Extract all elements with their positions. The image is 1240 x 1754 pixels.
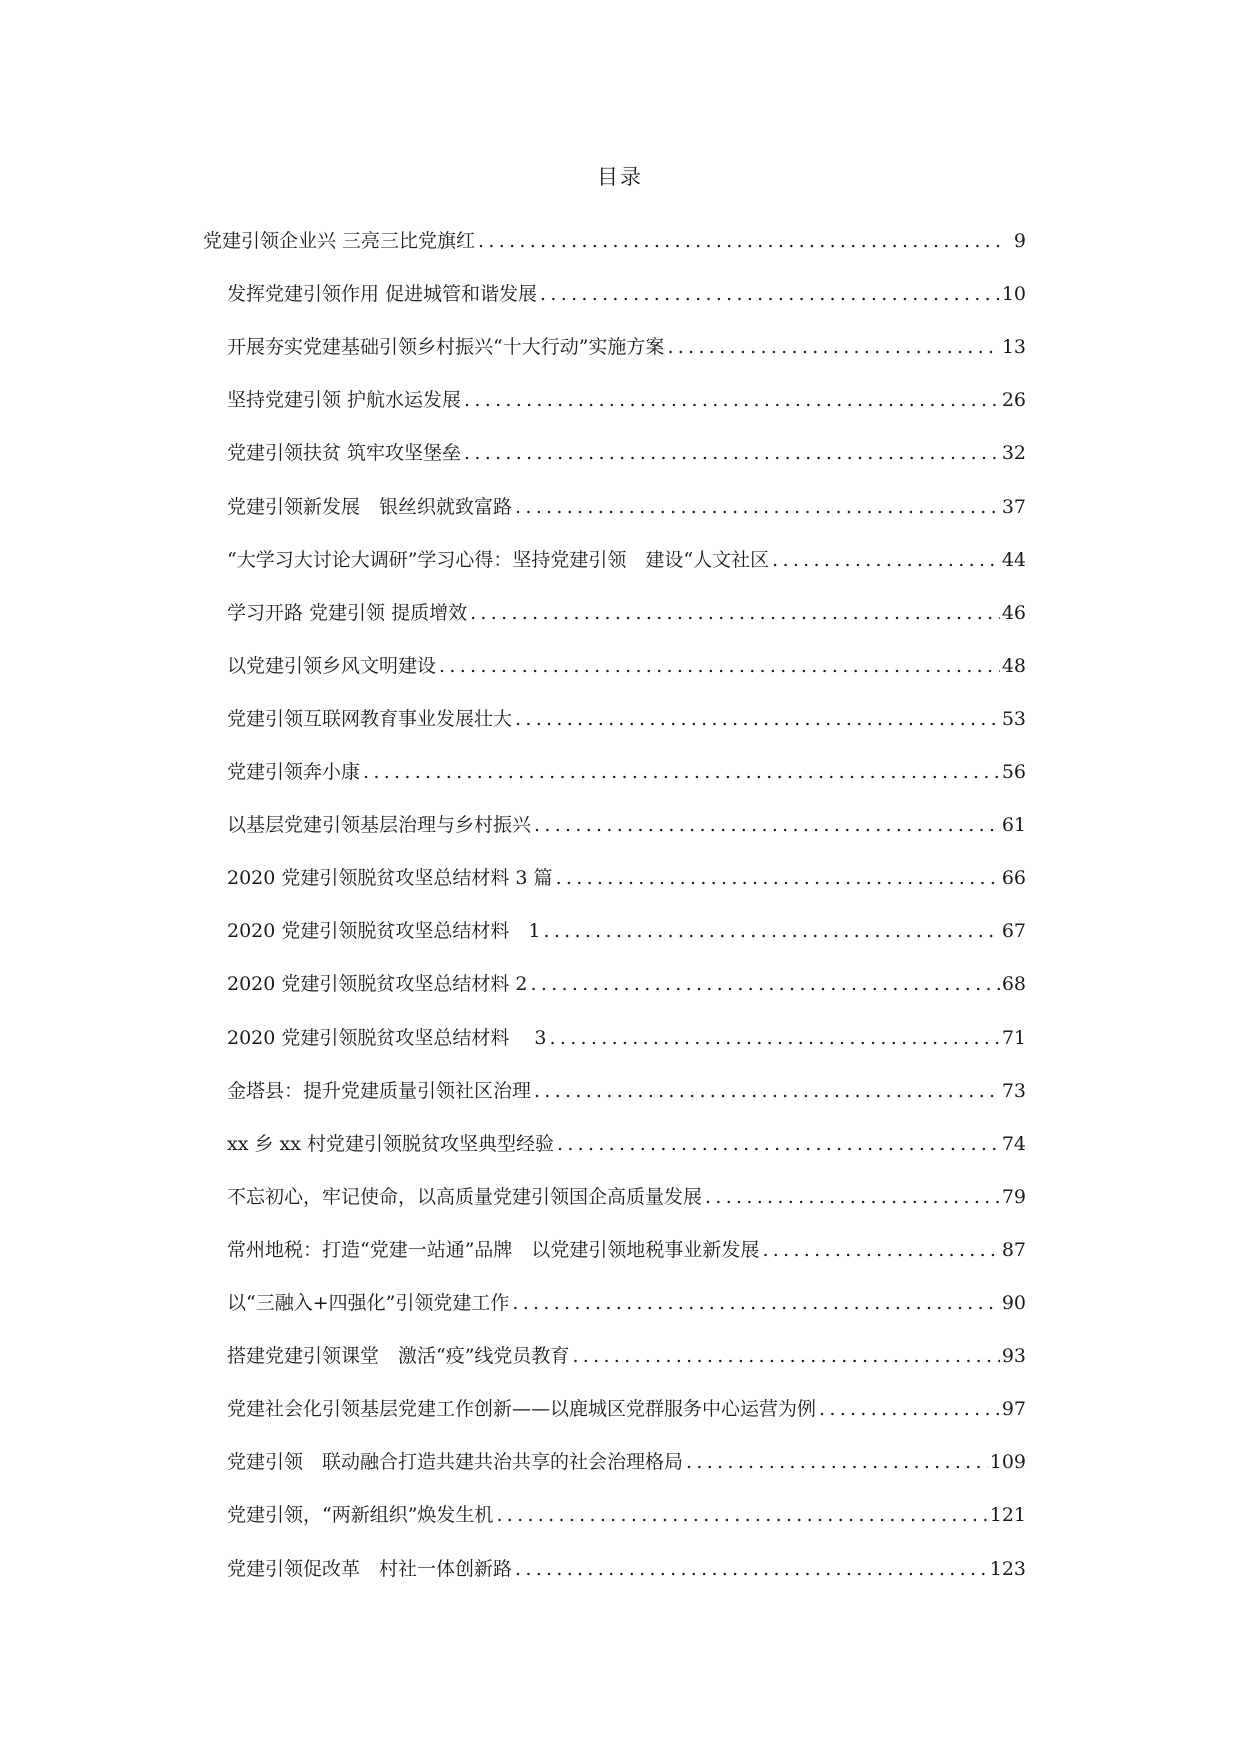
dot-leader	[762, 1235, 999, 1265]
toc-entry-page-number: 87	[1001, 1239, 1026, 1261]
dot-leader	[470, 598, 1000, 628]
toc-entry-title: xx 乡 xx 村党建引领脱贫攻坚典型经验	[227, 1133, 554, 1155]
toc-entry[interactable]	[227, 1125, 1026, 1159]
dot-leader	[557, 1129, 1000, 1159]
dot-leader	[515, 492, 1000, 522]
toc-entry-page-number: 53	[1001, 708, 1026, 730]
toc-entry-page-number: 90	[1001, 1292, 1026, 1314]
toc-entry-title: 以“三融入+四强化”引领党建工作	[227, 1292, 510, 1314]
toc-entry[interactable]	[227, 1550, 1026, 1584]
toc-entry-page-number: 32	[1001, 442, 1026, 464]
toc-entry-title: 党建引领 联动融合打造共建共治共享的社会治理格局	[227, 1451, 684, 1473]
toc-entry-title: 党建引领促改革 村社一体创新路	[227, 1558, 513, 1580]
toc-entry[interactable]	[227, 1337, 1026, 1371]
toc-entry[interactable]	[227, 647, 1026, 681]
toc-entry-page-number: 71	[1001, 1027, 1026, 1049]
toc-entry-page-number: 109	[989, 1451, 1026, 1473]
dot-leader	[819, 1394, 1000, 1424]
toc-entry[interactable]	[227, 1496, 1026, 1530]
toc-entry[interactable]	[227, 753, 1026, 787]
toc-entry-title: 金塔县：提升党建质量引领社区治理	[227, 1080, 532, 1102]
toc-entry[interactable]	[227, 1284, 1026, 1318]
dot-leader	[686, 1447, 988, 1477]
dot-leader	[534, 1076, 1000, 1106]
toc-entry-page-number: 9	[1013, 230, 1026, 252]
toc-entry[interactable]	[227, 1443, 1026, 1477]
toc-entry[interactable]	[227, 912, 1026, 946]
dot-leader	[496, 1500, 987, 1530]
toc-entry-title: “大学习大讨论大调研”学习心得：坚持党建引领 建设“人文社区	[227, 549, 770, 571]
toc-entry-title: 党建引领奔小康	[227, 761, 361, 783]
toc-entry-title: 党建引领新发展 银丝织就致富路	[227, 496, 513, 518]
toc-entry[interactable]	[227, 1231, 1026, 1265]
toc-entry-page-number: 13	[1001, 336, 1026, 358]
toc-entry[interactable]	[227, 859, 1026, 893]
dot-leader	[556, 863, 1000, 893]
dot-leader	[550, 1023, 1000, 1053]
dot-leader	[772, 545, 1000, 575]
dot-leader	[512, 1288, 999, 1318]
toc-entry-title: 常州地税：打造“党建一站通”品牌 以党建引领地税事业新发展	[227, 1239, 760, 1261]
toc-entry-page-number: 93	[1001, 1345, 1026, 1367]
dot-leader	[363, 757, 1000, 787]
toc-entry-page-number: 123	[989, 1558, 1026, 1580]
toc-entry[interactable]	[227, 541, 1026, 575]
dot-leader	[667, 332, 999, 362]
dot-leader	[464, 385, 1000, 415]
dot-leader	[478, 226, 1006, 256]
toc-entry-title: 党建引领互联网教育事业发展壮大	[227, 708, 513, 730]
toc-entry-title: 党建社会化引领基层党建工作创新——以鹿城区党群服务中心运营为例	[227, 1398, 817, 1420]
toc-entry-title: 以党建引领乡风文明建设	[227, 655, 437, 677]
toc-entry[interactable]	[227, 1072, 1026, 1106]
toc-entry-page-number: 67	[1001, 920, 1026, 942]
toc-entry[interactable]	[227, 328, 1026, 362]
toc-entry-title: 2020 党建引领脱贫攻坚总结材料 2	[227, 973, 528, 995]
toc-entry-title: 2020 党建引领脱贫攻坚总结材料 3	[227, 1027, 547, 1049]
toc-entry[interactable]	[227, 488, 1026, 522]
toc-entry-page-number: 56	[1001, 761, 1026, 783]
dot-leader	[543, 916, 999, 946]
toc-entry-title: 学习开路 党建引领 提质增效	[227, 602, 468, 624]
toc-entry[interactable]	[227, 1390, 1026, 1424]
toc-entry-title: 不忘初心，牢记使命，以高质量党建引领国企高质量发展	[227, 1186, 703, 1208]
toc-entry-title: 2020 党建引领脱贫攻坚总结材料 3 篇	[227, 867, 553, 889]
dot-leader	[464, 438, 1000, 468]
toc-entry-page-number: 73	[1001, 1080, 1026, 1102]
toc-entry[interactable]	[227, 275, 1026, 309]
toc-entry-title: 2020 党建引领脱贫攻坚总结材料 1	[227, 920, 541, 942]
toc-entry[interactable]	[203, 222, 1026, 256]
toc-entry-title: 坚持党建引领 护航水运发展	[227, 389, 462, 411]
toc-entry-title: 搭建党建引领课堂 激活“疫”线党员教育	[227, 1345, 570, 1367]
dot-leader	[439, 651, 1000, 681]
toc-entry-title: 党建引领，“两新组织”焕发生机	[227, 1504, 494, 1526]
toc-entry-page-number: 48	[1001, 655, 1026, 677]
toc-entry-page-number: 61	[1001, 814, 1026, 836]
toc-entry-page-number: 37	[1001, 496, 1026, 518]
toc-entry[interactable]	[227, 965, 1026, 999]
toc-entry[interactable]	[227, 434, 1026, 468]
toc-entry-page-number: 66	[1001, 867, 1026, 889]
dot-leader	[515, 1554, 988, 1584]
toc-title: 目录	[597, 165, 643, 189]
toc-entry-page-number: 44	[1001, 549, 1026, 571]
toc-entry-page-number: 46	[1001, 602, 1026, 624]
toc-entry[interactable]	[227, 594, 1026, 628]
toc-entry[interactable]	[227, 700, 1026, 734]
toc-entry[interactable]	[227, 806, 1026, 840]
toc-entry-page-number: 97	[1001, 1398, 1026, 1420]
toc-entry-page-number: 26	[1001, 389, 1026, 411]
toc-entry-page-number: 79	[1001, 1186, 1026, 1208]
toc-entry-title: 以基层党建引领基层治理与乡村振兴	[227, 814, 532, 836]
dot-leader	[515, 704, 1000, 734]
toc-entry-page-number: 74	[1001, 1133, 1026, 1155]
toc-entry-page-number: 68	[1001, 973, 1026, 995]
toc-entry[interactable]	[227, 381, 1026, 415]
dot-leader	[534, 810, 1000, 840]
dot-leader	[531, 969, 1000, 999]
toc-entry[interactable]	[227, 1019, 1026, 1053]
dot-leader	[572, 1341, 999, 1371]
toc-entry-title: 党建引领扶贫 筑牢攻坚堡垒	[227, 442, 462, 464]
toc-entry-page-number: 10	[1001, 283, 1026, 305]
toc-entry-page-number: 121	[989, 1504, 1026, 1526]
toc-entry-title: 党建引领企业兴 三亮三比党旗红	[203, 230, 476, 252]
dot-leader	[705, 1182, 1000, 1212]
toc-entry-title: 开展夯实党建基础引领乡村振兴“十大行动”实施方案	[227, 336, 665, 358]
dot-leader	[540, 279, 1000, 309]
toc-entry[interactable]	[227, 1178, 1026, 1212]
toc-entry-title: 发挥党建引领作用 促进城管和谐发展	[227, 283, 538, 305]
